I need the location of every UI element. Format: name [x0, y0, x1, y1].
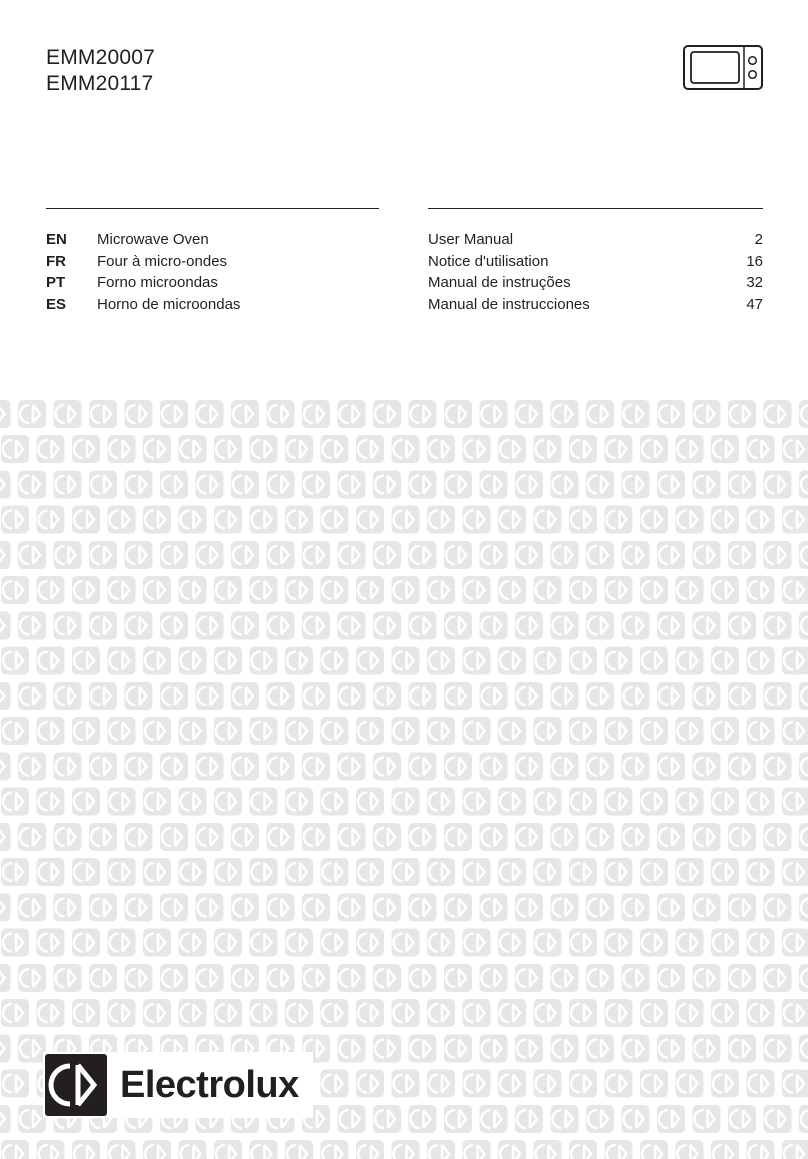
page-number: 47 [746, 295, 763, 313]
model-number: EMM20007 [46, 46, 155, 69]
document-title: Manual de instrucciones [428, 295, 590, 313]
divider-left [46, 208, 379, 209]
document-title: Manual de instruções [428, 274, 571, 291]
brand-name: Electrolux [120, 1064, 299, 1106]
page-number: 32 [746, 274, 763, 291]
brand-lockup [43, 1052, 313, 1118]
model-number: EMM20117 [46, 72, 154, 95]
language-code: EN [46, 231, 67, 248]
language-row [46, 251, 763, 273]
microwave-icon [683, 45, 763, 90]
document-title: Notice d'utilisation [428, 252, 549, 270]
page-number: 2 [754, 231, 763, 248]
model-numbers [46, 45, 155, 97]
page-number: 16 [746, 252, 763, 270]
product-name: Horno de microondas [97, 295, 241, 313]
electrolux-logo-icon [45, 1054, 107, 1116]
language-code: FR [46, 252, 66, 270]
language-index [46, 229, 763, 315]
logo-pattern-background [0, 394, 808, 1159]
product-name: Forno microondas [97, 274, 218, 291]
divider-right [428, 208, 763, 209]
language-code: PT [46, 274, 66, 291]
product-name: Microwave Oven [97, 231, 209, 248]
document-title: User Manual [428, 231, 514, 248]
language-row [46, 294, 763, 316]
product-name: Four à micro-ondes [97, 252, 228, 270]
language-row [46, 272, 763, 294]
language-row [46, 229, 763, 251]
language-code: ES [46, 295, 67, 313]
